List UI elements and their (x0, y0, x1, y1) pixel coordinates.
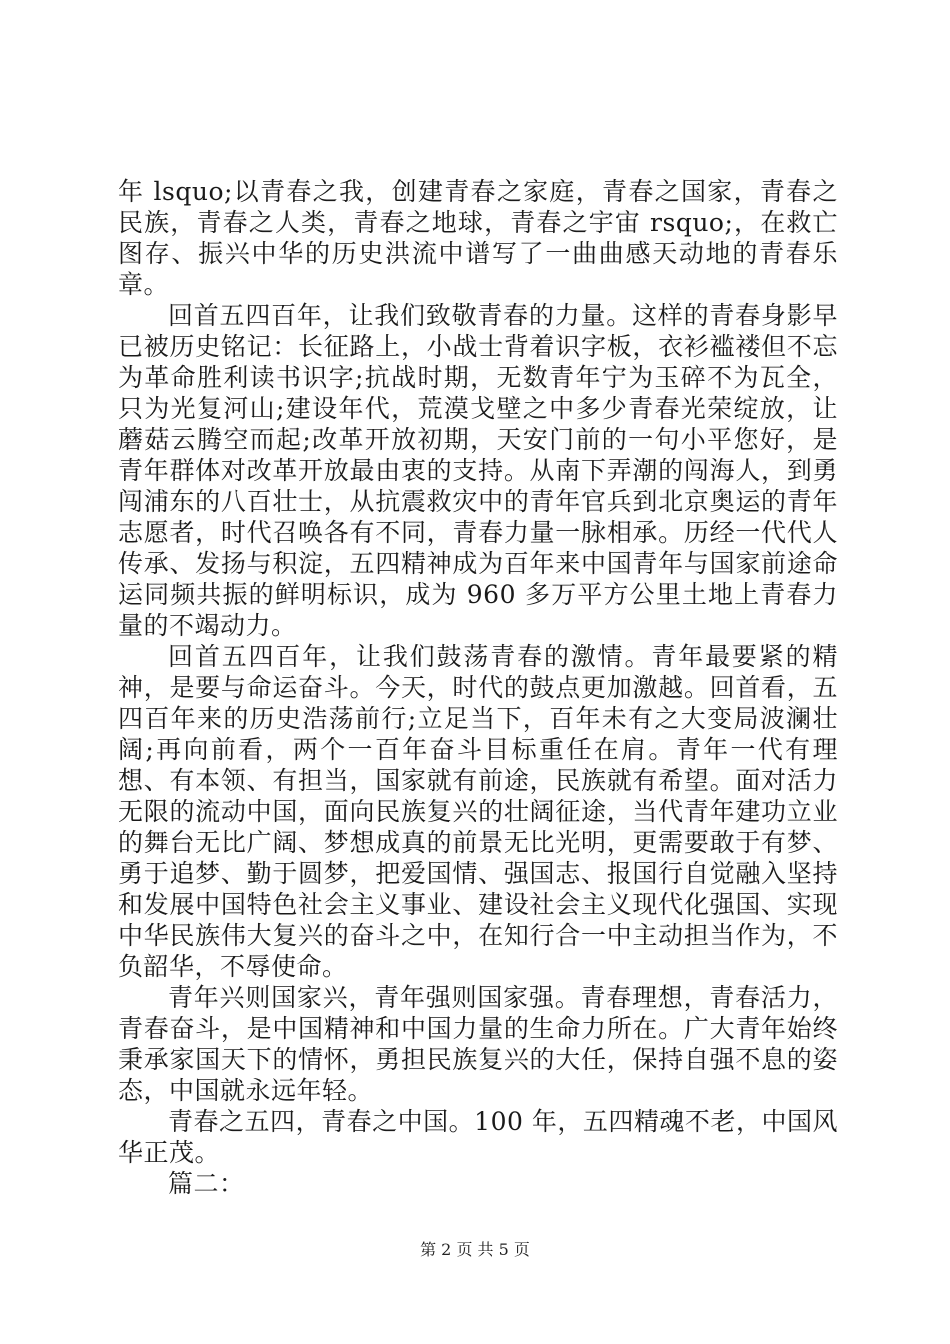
paragraph-1: 年 lsquo;以青春之我，创建青春之家庭，青春之国家，青春之民族，青春之人类，青春之地球，青春之宇宙 rsquo;，在救亡图存、振兴中华的历史洪流中谱写了一曲曲感天动地的青春乐章。 (118, 177, 838, 299)
paragraph-4: 青年兴则国家兴，青年强则国家强。青春理想，青春活力，青春奋斗，是中国精神和中国力量的生命力所在。广大青年始终秉承家国天下的情怀，勇担民族复兴的大任，保持自强不息的姿态，中国就永远年轻。 (118, 983, 838, 1105)
section-heading-part-two: 篇二： (168, 1169, 245, 1198)
paragraph-2: 回首五四百年，让我们致敬青春的力量。这样的青春身影早已被历史铭记：长征路上，小战士背着识字板，衣衫褴褛但不忘为革命胜利读书识字;抗战时期，无数青年宁为玉碎不为瓦全，只为光复河山;建设年代，荒漠戈壁之中多少青春光荣绽放，让蘑菇云腾空而起;改革开放初期，天安门前的一句小平您好，是青年群体对改革开放最由衷的支持。从南下弄潮的闯海人，到勇闯浦东的八百壮士，从抗震救灾中的青年官兵到北京奥运的青年志愿者，时代召唤各有不同，青春力量一脉相承。历经一代代人传承、发扬与积淀，五四精神成为百年来中国青年与国家前途命运同频共振的鲜明标识，成为 960 多万平方公里土地上青春力量的不竭动力。 (118, 301, 838, 640)
page-footer (0, 1240, 950, 1260)
article-body (118, 176, 838, 1199)
paragraph-5: 青春之五四，青春之中国。100 年，五四精魂不老，中国风华正茂。 (118, 1107, 838, 1167)
page-number-label: 第 2 页 共 5 页 (420, 1240, 530, 1259)
paragraph-3: 回首五四百年，让我们鼓荡青春的激情。青年最要紧的精神，是要与命运奋斗。今天，时代的鼓点更加激越。回首看，五四百年来的历史浩荡前行;立足当下，百年未有之大变局波澜壮阔;再向前看，两个一百年奋斗目标重任在肩。青年一代有理想、有本领、有担当，国家就有前途，民族就有希望。面对活力无限的流动中国，面向民族复兴的壮阔征途，当代青年建功立业的舞台无比广阔、梦想成真的前景无比光明，更需要敢于有梦、勇于追梦、勤于圆梦，把爱国情、强国志、报国行自觉融入坚持和发展中国特色社会主义事业、建设社会主义现代化强国、实现中华民族伟大复兴的奋斗之中，在知行合一中主动担当作为，不负韶华，不辱使命。 (118, 642, 838, 981)
